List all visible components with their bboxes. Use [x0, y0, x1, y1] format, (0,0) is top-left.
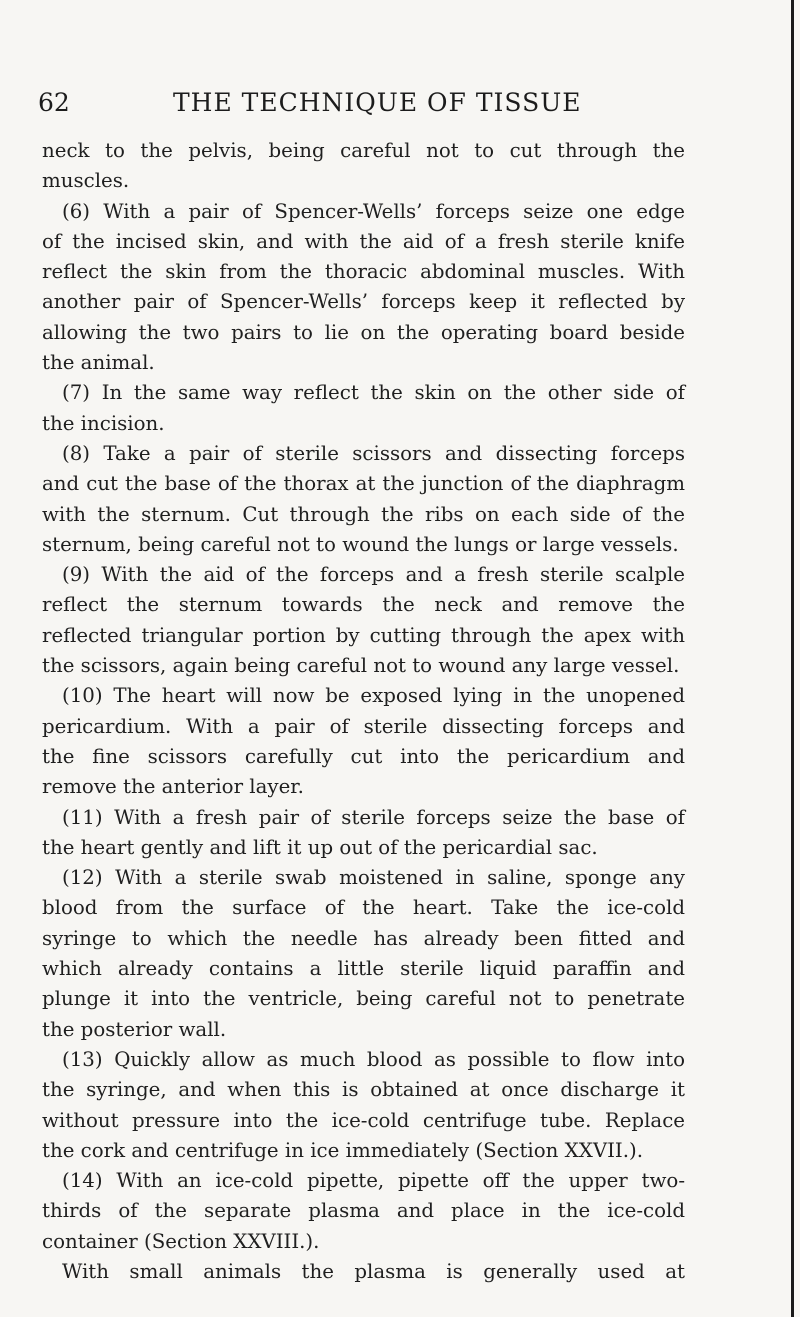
text-line: remove the anterior layer.: [42, 775, 304, 799]
text-line: of the incised skin, and with the aid of a fresh sterile knife: [42, 229, 685, 253]
text-line: plunge it into the ventricle, being careful not to penetrate: [42, 987, 685, 1011]
text-line: allowing the two pairs to lie on the operating board beside: [42, 320, 685, 344]
text-line: the posterior wall.: [42, 1017, 227, 1041]
text-line: reflect the sternum towards the neck and remove the: [42, 593, 685, 617]
text-line: (10) The heart will now be exposed lying in the unopened: [62, 684, 685, 708]
text-line: without pressure into the ice-cold centrifuge tube. Replace: [42, 1108, 685, 1132]
text-line: (14) With an ice-cold pipette, pipette off the upper two-: [62, 1169, 685, 1193]
text-line: (7) In the same way reflect the skin on the other side of: [62, 381, 685, 405]
page-number: 62: [38, 88, 70, 117]
text-line: reflected triangular portion by cutting through the apex with: [42, 623, 685, 647]
text-line: (13) Quickly allow as much blood as possible to flow into: [62, 1047, 685, 1071]
text-line: (6) With a pair of Spencer-Wells’ forceps seize one edge: [62, 199, 685, 223]
text-line: the animal.: [42, 351, 155, 375]
text-line: the heart gently and lift it up out of the pericardial sac.: [42, 835, 598, 859]
text-line: thirds of the separate plasma and place in the ice-cold: [42, 1199, 685, 1223]
text-line: With small animals the plasma is generally used at: [62, 1259, 685, 1283]
text-line: neck to the pelvis, being careful not to cut through the: [42, 139, 685, 162]
text-line: (11) With a fresh pair of sterile forceps seize the base of: [62, 805, 685, 829]
text-line: the syringe, and when this is obtained at once discharge it: [42, 1078, 685, 1102]
text-line: another pair of Spencer-Wells’ forceps keep it reflected by: [42, 290, 685, 314]
text-line: which already contains a little sterile liquid paraffin and: [42, 957, 685, 981]
text-line: container (Section XXVIII.).: [42, 1229, 320, 1253]
text-line: and cut the base of the thorax at the junction of the diaphragm: [42, 472, 685, 496]
text-line: sternum, being careful not to wound the lungs or large vessels.: [42, 532, 679, 556]
body-text: [42, 136, 685, 1287]
text-line: the scissors, again being careful not to wound any large vessel.: [42, 654, 680, 678]
text-line: with the sternum. Cut through the ribs on each side of the: [42, 502, 685, 526]
running-header: [38, 88, 688, 128]
text-line: syringe to which the needle has already been fitted and: [42, 926, 685, 950]
text-line: muscles.: [42, 169, 130, 193]
text-line: blood from the surface of the heart. Take the ice-cold: [42, 896, 685, 920]
text-line: (12) With a sterile swab moistened in saline, sponge any: [62, 866, 685, 890]
text-line: the cork and centrifuge in ice immediately (Section XXVII.).: [42, 1138, 644, 1162]
text-line: (8) Take a pair of sterile scissors and dissecting forceps: [62, 441, 685, 465]
text-line: the fine scissors carefully cut into the pericardium and: [42, 744, 685, 768]
running-title: THE TECHNIQUE OF TISSUE: [173, 88, 582, 117]
text-line: pericardium. With a pair of sterile dissecting forceps and: [42, 714, 685, 738]
page-edge-rule: [791, 0, 794, 1317]
text-line: reflect the skin from the thoracic abdominal muscles. With: [42, 260, 685, 284]
text-line: (9) With the aid of the forceps and a fresh sterile scalple: [62, 563, 685, 587]
text-line: the incision.: [42, 411, 165, 435]
